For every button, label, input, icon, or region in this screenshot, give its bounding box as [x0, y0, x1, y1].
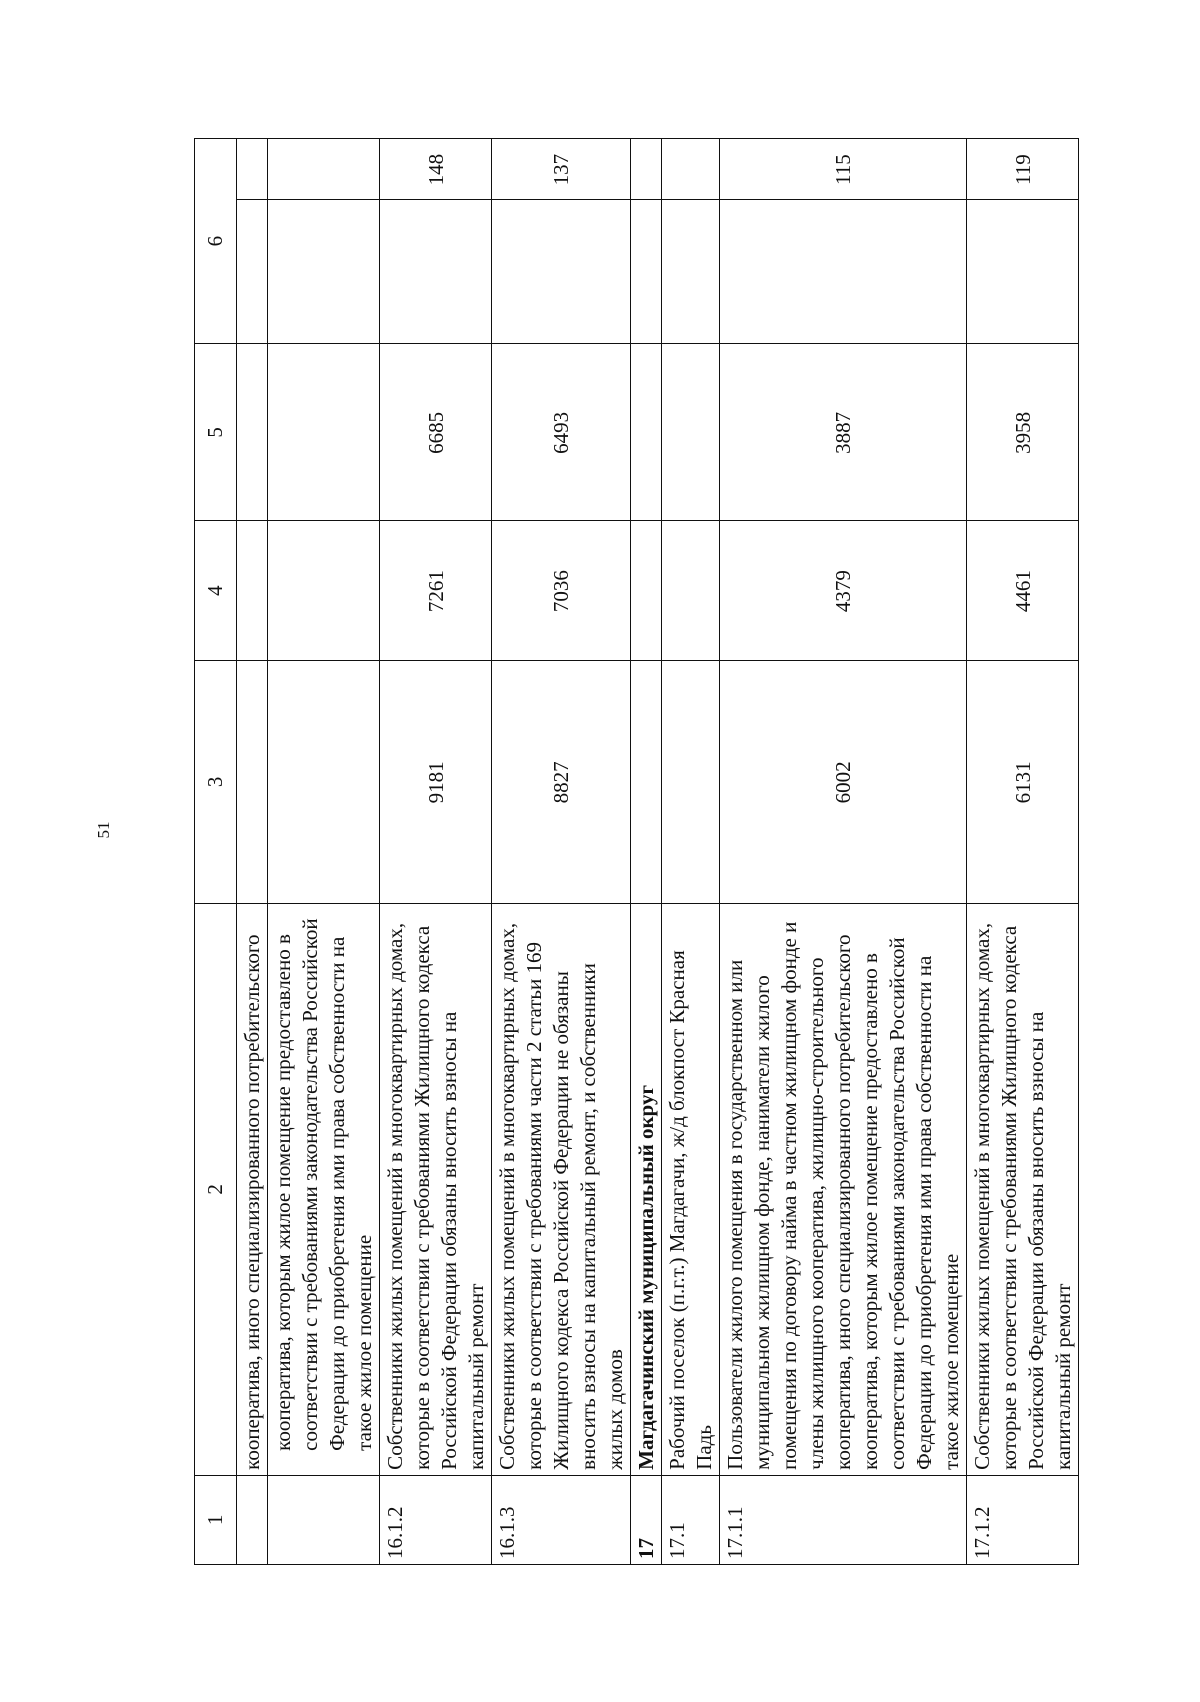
table-row — [268, 139, 380, 1565]
value-cell-c6-left — [967, 200, 1079, 344]
tariff-table — [194, 138, 1079, 1565]
table-row — [492, 139, 631, 1565]
value-cell-c6-left — [237, 200, 268, 344]
row-number: 17.1.2 — [967, 1475, 1079, 1564]
table-row — [662, 139, 720, 1565]
value-cell-c6-left — [720, 200, 967, 344]
value-cell-c5: 3958 — [967, 344, 1079, 521]
value-cell-c6: 115 — [720, 139, 967, 200]
value-cell-c5: 3887 — [720, 344, 967, 521]
value-cell-c4: 7036 — [492, 521, 631, 660]
column-header: 6 — [195, 139, 237, 344]
row-description: Собственники жилых помещений в многоквартирных домах, которые в соответствии с требованиями Жилищного кодекса Российской Федерации обязаны вносить взносы на капитальный ремонт — [967, 903, 1079, 1475]
row-number: 16.1.2 — [380, 1475, 492, 1564]
row-number — [237, 1475, 268, 1564]
value-cell-c6: 148 — [380, 139, 492, 200]
value-cell-c6-left — [380, 200, 492, 344]
value-cell-c4 — [662, 521, 720, 660]
value-cell-c3 — [662, 660, 720, 903]
value-cell-c5: 6685 — [380, 344, 492, 521]
value-cell-c5 — [631, 344, 662, 521]
value-cell-c4 — [268, 521, 380, 660]
column-header: 1 — [195, 1475, 237, 1564]
value-cell-c5 — [268, 344, 380, 521]
value-cell-c3: 6131 — [967, 660, 1079, 903]
page-number: 51 — [94, 821, 113, 839]
value-cell-c6: 119 — [967, 139, 1079, 200]
value-cell-c5: 6493 — [492, 344, 631, 521]
table-row — [237, 139, 268, 1565]
value-cell-c4 — [237, 521, 268, 660]
row-description: Магдагачинский муниципальный округ — [631, 903, 662, 1475]
row-description: Собственники жилых помещений в многоквартирных домах, которые в соответствии с требованиями части 2 статьи 169 Жилищного кодекса Российской Федерации не обязаны вносить взносы на капитальный ремонт, и собственники жилых домов — [492, 903, 631, 1475]
table-frame — [194, 138, 1075, 1565]
column-header: 3 — [195, 660, 237, 903]
column-header: 4 — [195, 521, 237, 660]
row-number — [268, 1475, 380, 1564]
value-cell-c3: 8827 — [492, 660, 631, 903]
column-header: 2 — [195, 903, 237, 1475]
value-cell-c4 — [631, 521, 662, 660]
value-cell-c6 — [662, 139, 720, 200]
value-cell-c3: 6002 — [720, 660, 967, 903]
value-cell-c6 — [237, 139, 268, 200]
value-cell-c3 — [268, 660, 380, 903]
row-number: 17.1.1 — [720, 1475, 967, 1564]
table-row — [967, 139, 1079, 1565]
table-header-row — [195, 139, 237, 1565]
row-description: кооператива, иного специализированного потребительского — [237, 903, 268, 1475]
table-row — [631, 139, 662, 1565]
value-cell-c4: 4379 — [720, 521, 967, 660]
value-cell-c6-left — [662, 200, 720, 344]
row-description: Пользователи жилого помещения в государственном или муниципальном жилищном фонде, наниматели жилого помещения по договору найма в частном жилищном фонде и члены жилищного кооператива, жилищно-строительного кооператива, иного специализированного потребительского кооператива, которым жилое помещение предоставлено в соответствии с требованиями законодательства Российской Федерации до приобретения ими права собственности на такое жилое помещение — [720, 903, 967, 1475]
value-cell-c6-left — [631, 200, 662, 344]
row-description: кооператива, которым жилое помещение предоставлено в соответствии с требованиями законодательства Российской Федерации до приобретения ими права собственности на такое жилое помещение — [268, 903, 380, 1475]
value-cell-c5 — [662, 344, 720, 521]
value-cell-c5 — [237, 344, 268, 521]
value-cell-c3 — [631, 660, 662, 903]
row-description: Рабочий поселок (п.г.т.) Магдагачи, ж/д блокпост Красная Падь — [662, 903, 720, 1475]
value-cell-c6 — [631, 139, 662, 200]
row-description: Собственники жилых помещений в многоквартирных домах, которые в соответствии с требованиями Жилищного кодекса Российской Федерации обязаны вносить взносы на капитальный ремонт — [380, 903, 492, 1475]
value-cell-c6: 137 — [492, 139, 631, 200]
row-number: 16.1.3 — [492, 1475, 631, 1564]
column-header: 5 — [195, 344, 237, 521]
value-cell-c6-left — [268, 200, 380, 344]
value-cell-c3 — [237, 660, 268, 903]
value-cell-c4: 7261 — [380, 521, 492, 660]
value-cell-c6 — [268, 139, 380, 200]
value-cell-c4: 4461 — [967, 521, 1079, 660]
table-row — [380, 139, 492, 1565]
row-number: 17.1 — [662, 1475, 720, 1564]
value-cell-c3: 9181 — [380, 660, 492, 903]
table-row — [720, 139, 967, 1565]
row-number: 17 — [631, 1475, 662, 1564]
value-cell-c6-left — [492, 200, 631, 344]
